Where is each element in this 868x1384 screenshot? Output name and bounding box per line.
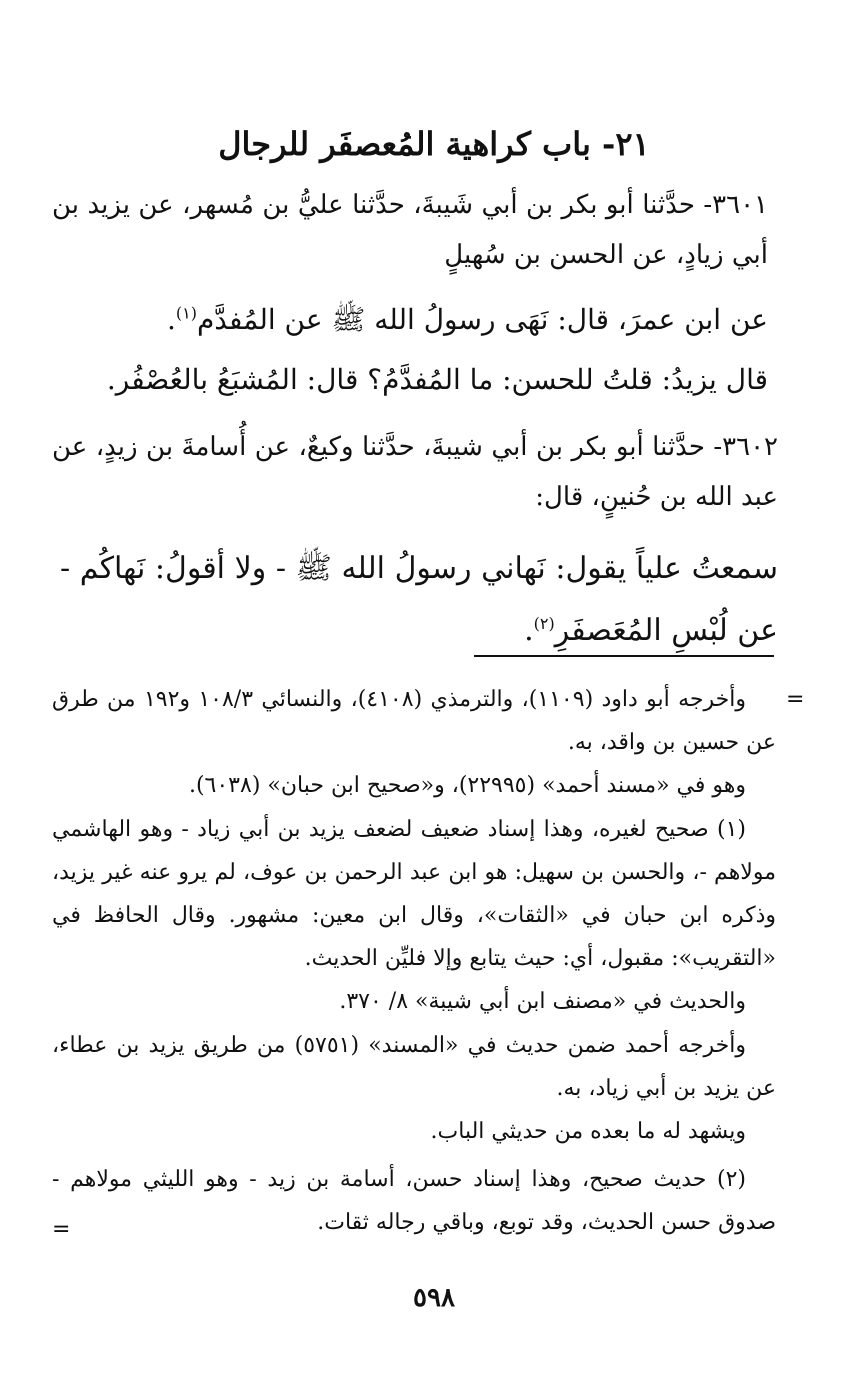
hadith-3601-matn-text: عن ابن عمرَ، قال: نَهَى رسولُ الله ﷺ عن المُفدَّم xyxy=(196,303,768,336)
continuation-mark: = xyxy=(786,687,805,712)
hadith-3601-matn-end: . xyxy=(166,303,176,336)
hadith-3601-isnad: ٣٦٠١- حدَّثنا أبو بكر بن أبي شَيبةَ، حدَّثنا عليُّ بن مُسهر، عن يزيد بن أبي زيادٍ، عن الحسن بن سُهيلٍ xyxy=(52,190,768,270)
hadith-3602-matn xyxy=(60,538,778,662)
footnote-carry-over-2: وهو في «مسند أحمد» (٢٢٩٩٥)، و«صحيح ابن حبان» (٦٠٣٨). xyxy=(188,773,746,798)
footnote-carry-over: وأخرجه أبو داود (١١٠٩)، والترمذي (٤١٠٨)، والنسائي ١٠٨/٣ و١٩٢ من طرق عن حسين بن واقد، به. xyxy=(52,687,776,755)
footnote-2-text: (٢) حديث صحيح، وهذا إسناد حسن، أسامة بن زيد - وهو الليثي مولاهم - صدوق حسن الحديث، وقد توبع، وباقي رجاله ثقات. xyxy=(52,1167,776,1235)
footnote-1-shawahid: ويشهد له ما بعده من حديثي الباب. xyxy=(430,1119,746,1144)
chapter-heading: ٢١- باب كراهية المُعصفَر للرجال xyxy=(218,125,650,163)
hadith-3601-matn xyxy=(52,292,768,348)
hadith-3602-isnad: ٣٦٠٢- حدَّثنا أبو بكر بن أبي شيبةَ، حدَّثنا وكيعٌ، عن أُسامةَ بن زيدٍ، عن عبد الله بن حُنينٍ، قال: xyxy=(52,432,778,512)
hadith-3601-explanation: قال يزيدُ: قلتُ للحسن: ما المُفدَّمُ؟ قال: المُشبَعُ بالعُصْفُر. xyxy=(106,363,768,396)
hadith-3602-matn-end: . xyxy=(524,613,534,648)
footnote-1-takhrij: وأخرجه أحمد ضمن حديث في «المسند» (٥٧٥١) من طريق يزيد بن عطاء، عن يزيد بن أبي زياد، به. xyxy=(52,1033,776,1101)
footnote-1-source: والحديث في «مصنف ابن أبي شيبة» ٨/ ٣٧٠. xyxy=(339,989,746,1014)
footnote-separator xyxy=(474,655,774,657)
footnote-1-text: (١) صحيح لغيره، وهذا إسناد ضعيف لضعف يزيد بن أبي زياد - وهو الهاشمي مولاهم -، والحسن بن سهيل: هو ابن عبد الرحمن بن عوف، لم يرو عنه غير يزيد، وذكره ابن حبان في «الثقات»، وقال ابن معين: مشهور. وقال الحافظ في «التقريب»: مقبول، أي: حيث يتابع وإلا فليِّن الحديث. xyxy=(52,817,776,971)
footnote-ref-2[interactable]: (٢) xyxy=(533,614,555,633)
footnote-ref-1[interactable]: (١) xyxy=(175,303,197,323)
page-number: ٥٩٨ xyxy=(413,1283,455,1313)
hadith-3602-matn-text: سمعتُ علياً يقول: نَهاني رسولُ الله ﷺ - ولا أقولُ: نَهاكُم - عن لُبْسِ المُعَصفَرِ xyxy=(60,551,778,648)
end-continuation-mark: = xyxy=(52,1217,71,1242)
